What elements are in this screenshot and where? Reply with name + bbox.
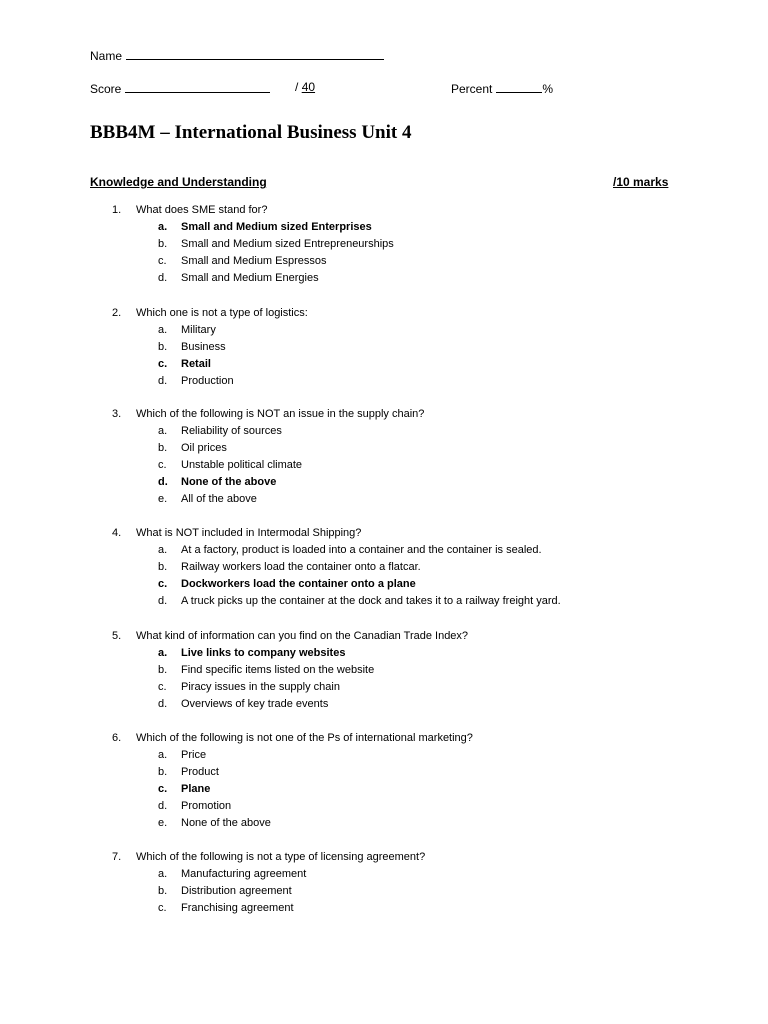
- option-letter: e.: [158, 817, 168, 829]
- score-slash: /: [295, 80, 299, 94]
- answer-option[interactable]: [0, 236, 768, 253]
- question-number: 4.: [112, 527, 122, 539]
- percent-sign: %: [542, 82, 554, 96]
- option-letter: a.: [158, 425, 168, 437]
- question-number: 1.: [112, 204, 122, 216]
- answer-option[interactable]: [0, 322, 768, 339]
- question-number: 7.: [112, 851, 122, 863]
- option-letter: c.: [158, 459, 167, 471]
- percent-label: Percent: [451, 82, 493, 96]
- answer-option[interactable]: [0, 815, 768, 832]
- option-letter: b.: [158, 766, 168, 778]
- question-text: Which of the following is NOT an issue in the supply chain?: [136, 408, 425, 420]
- answer-option[interactable]: [0, 542, 768, 559]
- answer-option[interactable]: [0, 900, 768, 917]
- option-text: Business: [181, 341, 226, 353]
- question-line: [0, 202, 768, 219]
- answer-option-correct[interactable]: [0, 219, 768, 236]
- answer-option[interactable]: [0, 662, 768, 679]
- answer-option[interactable]: [0, 866, 768, 883]
- option-letter: d.: [158, 272, 168, 284]
- answer-option[interactable]: [0, 491, 768, 508]
- answer-option-correct[interactable]: [0, 474, 768, 491]
- answer-option[interactable]: [0, 798, 768, 815]
- option-letter: c.: [158, 783, 168, 795]
- question-line: [0, 525, 768, 542]
- score-total-value: 40: [301, 80, 316, 94]
- question-line: [0, 849, 768, 866]
- answer-option[interactable]: [0, 440, 768, 457]
- option-letter: b.: [158, 885, 168, 897]
- answer-option[interactable]: [0, 764, 768, 781]
- option-text: Small and Medium sized Enterprises: [181, 221, 372, 233]
- option-letter: a.: [158, 544, 168, 556]
- page-title: BBB4M – International Business Unit 4: [90, 122, 412, 143]
- option-letter: d.: [158, 698, 168, 710]
- option-letter: d.: [158, 375, 168, 387]
- option-text: Production: [181, 375, 234, 387]
- option-text: Distribution agreement: [181, 885, 292, 897]
- option-text: All of the above: [181, 493, 257, 505]
- question-line: [0, 305, 768, 322]
- option-letter: d.: [158, 595, 168, 607]
- option-text: Small and Medium Espressos: [181, 255, 327, 267]
- option-text: Military: [181, 324, 216, 336]
- option-text: Product: [181, 766, 219, 778]
- option-letter: a.: [158, 647, 168, 659]
- answer-option[interactable]: [0, 373, 768, 390]
- option-letter: c.: [158, 358, 168, 370]
- option-letter: a.: [158, 749, 168, 761]
- option-letter: a.: [158, 868, 168, 880]
- score-total: [295, 80, 315, 94]
- option-letter: d.: [158, 800, 168, 812]
- name-blank-line[interactable]: [126, 47, 384, 60]
- question-line: [0, 628, 768, 645]
- option-letter: c.: [158, 255, 167, 267]
- option-letter: a.: [158, 221, 168, 233]
- option-text: Retail: [181, 358, 211, 370]
- question-number: 6.: [112, 732, 122, 744]
- option-letter: b.: [158, 442, 168, 454]
- question-4: [0, 525, 768, 610]
- question-3: [0, 406, 768, 508]
- option-text: Overviews of key trade events: [181, 698, 329, 710]
- option-text: Plane: [181, 783, 211, 795]
- answer-option[interactable]: [0, 423, 768, 440]
- option-text: None of the above: [181, 476, 277, 488]
- score-row: [90, 80, 270, 96]
- question-1: [0, 202, 768, 287]
- option-text: Find specific items listed on the website: [181, 664, 375, 676]
- question-line: [0, 406, 768, 423]
- option-text: Price: [181, 749, 207, 761]
- question-7: [0, 849, 768, 917]
- option-letter: b.: [158, 238, 168, 250]
- option-text: Small and Medium Energies: [181, 272, 319, 284]
- percent-row: [451, 80, 553, 96]
- option-letter: b.: [158, 561, 168, 573]
- answer-option-correct[interactable]: [0, 356, 768, 373]
- answer-option[interactable]: [0, 747, 768, 764]
- option-text: Oil prices: [181, 442, 227, 454]
- question-2: [0, 305, 768, 390]
- answer-option-correct[interactable]: [0, 645, 768, 662]
- option-letter: b.: [158, 664, 168, 676]
- name-label: Name: [90, 49, 123, 63]
- answer-option[interactable]: [0, 559, 768, 576]
- section-heading: Knowledge and Understanding: [90, 175, 267, 189]
- option-letter: b.: [158, 341, 168, 353]
- question-number: 2.: [112, 307, 122, 319]
- name-row: [90, 47, 384, 63]
- option-text: A truck picks up the container at the dock and takes it to a railway freight yard.: [181, 595, 561, 607]
- question-6: [0, 730, 768, 832]
- option-letter: e.: [158, 493, 168, 505]
- score-label: Score: [90, 82, 122, 96]
- answer-option[interactable]: [0, 457, 768, 474]
- question-text: Which of the following is not one of the Ps of international marketing?: [136, 732, 473, 744]
- answer-option[interactable]: [0, 593, 768, 610]
- option-letter: c.: [158, 902, 167, 914]
- option-text: Railway workers load the container onto a flatcar.: [181, 561, 421, 573]
- option-text: Promotion: [181, 800, 232, 812]
- question-number: 3.: [112, 408, 122, 420]
- option-text: Reliability of sources: [181, 425, 282, 437]
- answer-option[interactable]: [0, 696, 768, 713]
- answer-option[interactable]: [0, 339, 768, 356]
- answer-option-correct[interactable]: [0, 781, 768, 798]
- answer-option[interactable]: [0, 253, 768, 270]
- option-text: None of the above: [181, 817, 271, 829]
- question-line: [0, 730, 768, 747]
- question-text: Which of the following is not a type of licensing agreement?: [136, 851, 426, 863]
- option-text: Manufacturing agreement: [181, 868, 307, 880]
- percent-blank-line[interactable]: [496, 80, 542, 93]
- section-marks: /10 marks: [613, 175, 669, 189]
- answer-option[interactable]: [0, 883, 768, 900]
- option-text: Unstable political climate: [181, 459, 303, 471]
- question-text: What does SME stand for?: [136, 204, 268, 216]
- question-number: 5.: [112, 630, 122, 642]
- option-text: Franchising agreement: [181, 902, 294, 914]
- answer-option-correct[interactable]: [0, 576, 768, 593]
- option-text: At a factory, product is loaded into a container and the container is sealed.: [181, 544, 542, 556]
- option-text: Piracy issues in the supply chain: [181, 681, 340, 693]
- question-text: What is NOT included in Intermodal Shipping?: [136, 527, 362, 539]
- option-text: Live links to company websites: [181, 647, 346, 659]
- option-letter: c.: [158, 578, 168, 590]
- option-text: Small and Medium sized Entrepreneurships: [181, 238, 394, 250]
- question-text: Which one is not a type of logistics:: [136, 307, 308, 319]
- option-letter: a.: [158, 324, 168, 336]
- option-letter: c.: [158, 681, 167, 693]
- answer-option[interactable]: [0, 679, 768, 696]
- question-text: What kind of information can you find on the Canadian Trade Index?: [136, 630, 469, 642]
- option-letter: d.: [158, 476, 168, 488]
- answer-option[interactable]: [0, 270, 768, 287]
- question-5: [0, 628, 768, 713]
- option-text: Dockworkers load the container onto a plane: [181, 578, 416, 590]
- score-blank-line[interactable]: [125, 80, 270, 93]
